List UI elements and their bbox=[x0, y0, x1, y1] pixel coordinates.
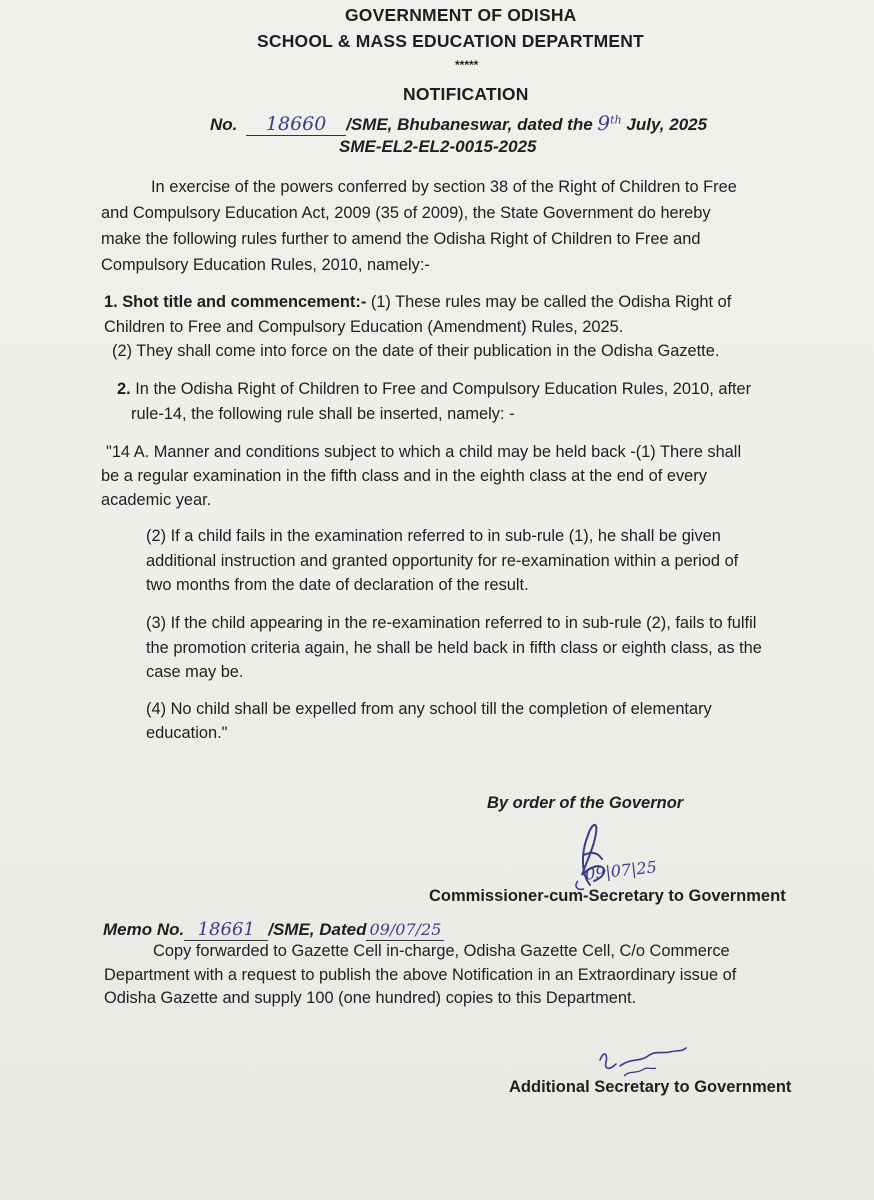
additional-secretary-designation: Additional Secretary to Government bbox=[509, 1078, 792, 1096]
government-title: GOVERNMENT OF ODISHA bbox=[345, 5, 577, 25]
rule14a-sub3-line-1: (3) If the child appearing in the re-examination referred to in sub-rule (2), fails to fulfil bbox=[146, 614, 757, 632]
memo-date-field bbox=[366, 920, 444, 941]
rule14a-line-3: academic year. bbox=[101, 491, 212, 509]
stars-divider: ***** bbox=[455, 58, 479, 72]
memo-line-2: Department with a request to publish the above Notification in an Extraordinary issue of bbox=[104, 966, 737, 984]
date-suffix: July, 2025 bbox=[626, 115, 708, 134]
preamble-line-4: Compulsory Education Rules, 2010, namely:- bbox=[101, 256, 430, 274]
rule14a-sub2-line-1: (2) If a child fails in the examination referred to in sub-rule (1), he shall be given bbox=[146, 527, 721, 545]
rule14a-sub4-line-1: (4) No child shall be expelled from any school till the completion of elementary bbox=[146, 700, 712, 718]
memo-number-field bbox=[184, 919, 268, 941]
rule14a-sub2-line-2: additional instruction and granted opportunity for re-examination within a period of bbox=[146, 552, 739, 570]
rule2-line-1-text: In the Odisha Right of Children to Free and Compulsory Education Rules, 2010, after bbox=[130, 380, 752, 398]
preamble-line-2: and Compulsory Education Act, 2009 (35 of 2009), the State Government do hereby bbox=[101, 204, 711, 222]
memo-number-line bbox=[103, 919, 444, 941]
memo-date-handwritten: 09/07/25 bbox=[369, 920, 442, 939]
file-reference: SME-EL2-EL2-0015-2025 bbox=[339, 137, 537, 156]
memo-line-3: Odisha Gazette and supply 100 (one hundred) copies to this Department. bbox=[104, 989, 637, 1007]
rule2-number: 2. bbox=[117, 380, 131, 398]
rule1-heading: 1. Shot title and commencement:- bbox=[104, 293, 367, 311]
notification-heading: NOTIFICATION bbox=[403, 84, 529, 104]
rule2-line-2: rule-14, the following rule shall be inserted, namely: - bbox=[131, 405, 515, 423]
rule14a-sub3-line-3: case may be. bbox=[146, 663, 244, 681]
memo-prefix: Memo No. bbox=[103, 920, 185, 939]
memo-line-1: Copy forwarded to Gazette Cell in-charge, Odisha Gazette Cell, C/o Commerce bbox=[153, 942, 730, 960]
rule14a-sub4-line-2: education." bbox=[146, 724, 228, 742]
department-title: SCHOOL & MASS EDUCATION DEPARTMENT bbox=[257, 31, 644, 51]
rule14a-sub2-line-3: two months from the date of declaration of the result. bbox=[146, 576, 529, 594]
signature-date: 09|07|25 bbox=[584, 857, 658, 884]
rule2-line-1 bbox=[117, 377, 751, 402]
notification-number-handwritten: 18660 bbox=[265, 113, 327, 135]
day-superscript: th bbox=[610, 113, 622, 127]
rule14a-line-2: be a regular examination in the fifth class and in the eighth class at the end of every bbox=[101, 467, 707, 485]
commissioner-designation: Commissioner-cum-Secretary to Government bbox=[429, 887, 786, 905]
rule1-subrule-2: (2) They shall come into force on the date of their publication in the Odisha Gazette. bbox=[112, 342, 720, 360]
no-prefix: No. bbox=[210, 115, 238, 134]
rule14a-sub3-line-2: the promotion criteria again, he shall be held back in fifth class or eighth class, as the bbox=[146, 639, 762, 657]
rule1-line-1 bbox=[104, 290, 731, 315]
memo-number-handwritten: 18661 bbox=[197, 919, 255, 940]
no-suffix: /SME, Bhubaneswar, dated the bbox=[346, 115, 593, 134]
notification-number-line bbox=[210, 111, 707, 136]
memo-mid: /SME, Dated bbox=[268, 920, 367, 939]
day-handwritten: 9 bbox=[597, 111, 611, 135]
by-order-of-governor: By order of the Governor bbox=[487, 794, 684, 812]
commissioner-signature bbox=[560, 815, 670, 895]
rule1-line-2: Children to Free and Compulsory Education (Amendment) Rules, 2025. bbox=[104, 318, 624, 336]
preamble-line-3: make the following rules further to amend the Odisha Right of Children to Free and bbox=[101, 230, 701, 248]
rule1-line-1-text: (1) These rules may be called the Odisha Right of bbox=[366, 293, 732, 311]
preamble-line-1: In exercise of the powers conferred by section 38 of the Right of Children to Free bbox=[151, 178, 737, 196]
notification-number-field bbox=[246, 113, 346, 136]
rule14a-line-1: "14 A. Manner and conditions subject to which a child may be held back -(1) There shall bbox=[106, 443, 742, 461]
